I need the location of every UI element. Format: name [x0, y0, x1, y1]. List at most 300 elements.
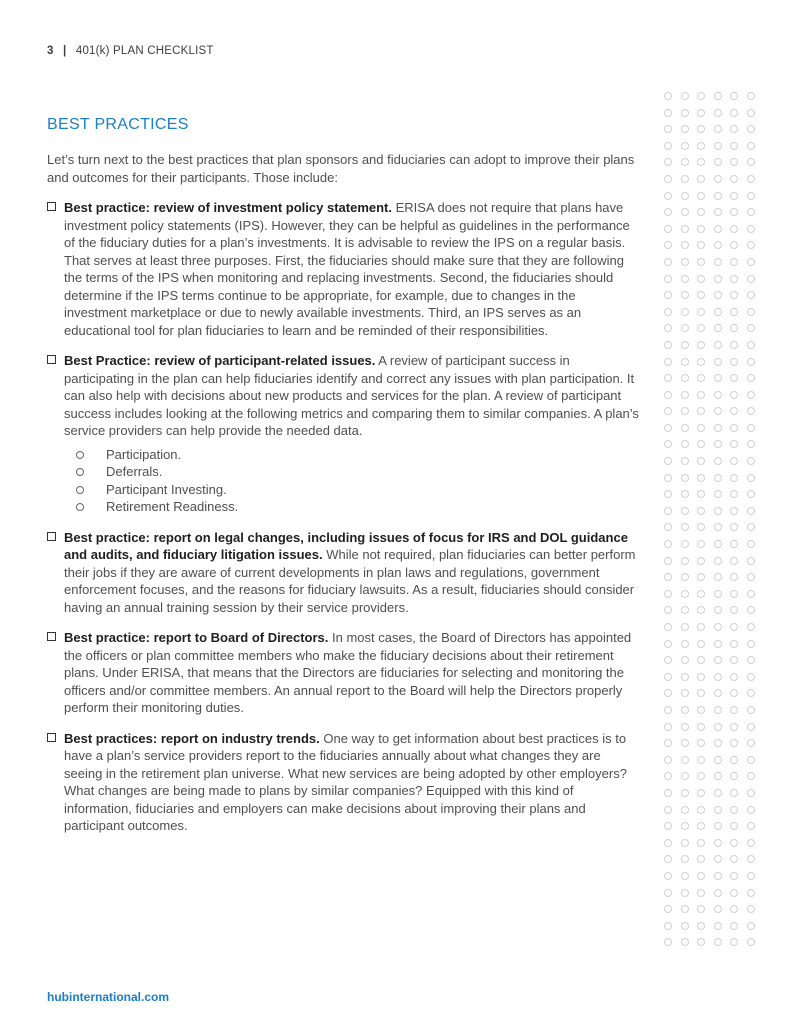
dot — [747, 938, 755, 946]
dot — [681, 889, 689, 897]
dot — [730, 424, 738, 432]
item-body: In most cases, the Board of Directors has appointed the officers or plan committee members who make the fiduciary decisions about their retirement plans. Under ERISA, that means that the Directors are fiduciaries for selecting and monitoring the officers and/or committee members. An annual report to the Board will help the Directors properly perform their monitoring duties. — [64, 630, 632, 715]
dot — [714, 374, 722, 382]
dot — [664, 208, 672, 216]
dot — [697, 358, 705, 366]
checkbox-icon — [47, 733, 56, 742]
dot — [681, 374, 689, 382]
dot — [747, 142, 755, 150]
checkbox-icon — [47, 202, 56, 211]
dot — [730, 507, 738, 515]
dot — [664, 557, 672, 565]
dot — [664, 938, 672, 946]
dot — [697, 756, 705, 764]
dot — [714, 208, 722, 216]
dot — [747, 457, 755, 465]
dot — [714, 938, 722, 946]
dot — [730, 905, 738, 913]
dot — [714, 308, 722, 316]
dot — [714, 673, 722, 681]
dot — [714, 225, 722, 233]
dot — [681, 806, 689, 814]
dot — [730, 889, 738, 897]
dot — [730, 225, 738, 233]
dot — [697, 474, 705, 482]
dot — [714, 158, 722, 166]
dot — [747, 523, 755, 531]
dot — [697, 573, 705, 581]
dot — [714, 606, 722, 614]
dot — [730, 92, 738, 100]
dot — [730, 457, 738, 465]
dot — [681, 756, 689, 764]
dot — [747, 905, 755, 913]
dot — [664, 889, 672, 897]
dot — [747, 606, 755, 614]
dot — [681, 507, 689, 515]
dot — [730, 407, 738, 415]
dot — [697, 374, 705, 382]
checklist-item-ips — [47, 199, 639, 339]
dot — [664, 92, 672, 100]
dot — [730, 723, 738, 731]
dot — [714, 623, 722, 631]
dot — [730, 573, 738, 581]
dot — [681, 689, 689, 697]
dot — [714, 391, 722, 399]
dot — [681, 407, 689, 415]
dot — [681, 241, 689, 249]
dot — [681, 540, 689, 548]
dot — [664, 739, 672, 747]
checklist-item-legal — [47, 529, 639, 617]
dot — [664, 640, 672, 648]
dot — [730, 656, 738, 664]
dot — [747, 540, 755, 548]
dot — [714, 772, 722, 780]
dot — [664, 225, 672, 233]
item-lead: Best practice: report to Board of Directors. — [64, 630, 329, 645]
dot — [681, 772, 689, 780]
dot — [714, 689, 722, 697]
dot — [714, 324, 722, 332]
dot — [747, 440, 755, 448]
checklist-item-participant — [47, 352, 639, 516]
dot — [697, 324, 705, 332]
dot — [714, 109, 722, 117]
dot — [714, 872, 722, 880]
dot — [730, 623, 738, 631]
dot — [681, 706, 689, 714]
dot — [747, 158, 755, 166]
dot — [730, 789, 738, 797]
dot — [697, 275, 705, 283]
dot — [730, 772, 738, 780]
dot — [664, 175, 672, 183]
dot — [714, 806, 722, 814]
dot — [747, 673, 755, 681]
dot — [714, 440, 722, 448]
dot — [664, 424, 672, 432]
circle-bullet-icon — [76, 468, 84, 476]
dot — [747, 689, 755, 697]
dot — [714, 855, 722, 863]
section-title: BEST PRACTICES — [47, 116, 189, 133]
dot — [664, 922, 672, 930]
dot — [664, 275, 672, 283]
dot — [681, 424, 689, 432]
dot — [664, 391, 672, 399]
dot — [681, 922, 689, 930]
dot — [730, 241, 738, 249]
dot — [697, 889, 705, 897]
dot — [664, 706, 672, 714]
dot — [664, 192, 672, 200]
dot — [664, 523, 672, 531]
dot — [697, 806, 705, 814]
dot — [747, 407, 755, 415]
circle-bullet-icon — [76, 503, 84, 511]
dot — [730, 806, 738, 814]
dot — [730, 689, 738, 697]
dot — [681, 192, 689, 200]
dot — [697, 407, 705, 415]
dot — [747, 291, 755, 299]
dot — [681, 839, 689, 847]
dot — [664, 723, 672, 731]
dot — [714, 656, 722, 664]
dot — [730, 341, 738, 349]
dot — [681, 723, 689, 731]
dot — [747, 573, 755, 581]
dot — [714, 341, 722, 349]
dot — [714, 640, 722, 648]
dot — [681, 258, 689, 266]
dot — [681, 391, 689, 399]
dot — [664, 440, 672, 448]
list-item: Participant Investing. — [76, 481, 639, 499]
dot — [747, 424, 755, 432]
dot — [714, 474, 722, 482]
dot — [730, 374, 738, 382]
dot — [747, 839, 755, 847]
dot — [747, 225, 755, 233]
header-separator: | — [63, 45, 67, 57]
item-lead: Best practice: review of investment policy statement. — [64, 200, 392, 215]
document-title: 401(k) PLAN CHECKLIST — [75, 45, 214, 57]
dot — [747, 208, 755, 216]
dot — [714, 358, 722, 366]
dot — [664, 109, 672, 117]
dot — [730, 109, 738, 117]
dot — [697, 689, 705, 697]
dot — [664, 673, 672, 681]
dot — [747, 175, 755, 183]
dot — [681, 656, 689, 664]
dot — [730, 590, 738, 598]
dot — [681, 291, 689, 299]
dot — [697, 424, 705, 432]
dot — [747, 92, 755, 100]
dot — [730, 358, 738, 366]
dot — [664, 839, 672, 847]
checkbox-icon — [47, 355, 56, 364]
dot — [730, 440, 738, 448]
dot — [714, 573, 722, 581]
dot — [681, 92, 689, 100]
dot — [664, 540, 672, 548]
dot — [681, 573, 689, 581]
dot — [697, 308, 705, 316]
dot — [697, 590, 705, 598]
dot — [681, 308, 689, 316]
dot — [714, 739, 722, 747]
dot — [714, 291, 722, 299]
dot — [714, 590, 722, 598]
item-body: One way to get information about best practices is to have a plan’s service providers report to the fiduciaries annually about what changes they are seeing in the retirement plan universe. What new services are being adopted by other employers? What changes are being made to plans by similar companies? Equipped with this kind of information, fiduciaries and employers can make decisions about improving their plans and participant outcomes. — [64, 730, 627, 833]
dot — [714, 424, 722, 432]
dot — [681, 457, 689, 465]
dot — [747, 806, 755, 814]
dot — [714, 175, 722, 183]
metrics-list — [64, 446, 639, 516]
dot — [664, 623, 672, 631]
dot — [730, 739, 738, 747]
dot — [664, 474, 672, 482]
dot — [664, 606, 672, 614]
dot — [664, 905, 672, 913]
dot — [747, 872, 755, 880]
item-body: A review of participant success in participating in the plan can help fiduciaries identify and correct any issues with plan participation. It can also help with decisions about new products and services for the plan. A review of participant success includes looking at the following metrics and comparing them to similar companies. A plan’s service providers can help provide the needed data. — [64, 353, 639, 438]
dot — [747, 125, 755, 133]
dot — [747, 192, 755, 200]
dot — [730, 142, 738, 150]
dot — [747, 822, 755, 830]
item-body: ERISA does not require that plans have investment policy statements (IPS). However, they can be helpful as guidelines in the performance of the fiduciary duties for a plan’s investments. It is advisable to review the IPS on a regular basis. That serves at least three purposes. First, the fiduciaries should make sure that they are following the terms of the IPS when monitoring and replacing investments. Second, the fiduciaries should determine if the IPS terms continue to be appropriate, for example, due to changes in the investment marketplace or due to newly available investments. Third, an IPS serves as an educational tool for plan fiduciaries to learn and be reminded of their responsibilities. — [64, 200, 630, 338]
dot — [664, 822, 672, 830]
dot — [747, 623, 755, 631]
dot — [714, 557, 722, 565]
dot — [697, 789, 705, 797]
dot — [747, 922, 755, 930]
dot — [681, 623, 689, 631]
dot — [730, 391, 738, 399]
dot — [664, 324, 672, 332]
dot — [747, 889, 755, 897]
dot — [697, 723, 705, 731]
dot — [714, 490, 722, 498]
dot — [730, 258, 738, 266]
dot — [714, 822, 722, 830]
dot — [697, 739, 705, 747]
dot — [730, 557, 738, 565]
page-header — [47, 45, 214, 57]
dot — [697, 490, 705, 498]
dot — [697, 158, 705, 166]
dot — [697, 175, 705, 183]
dot — [664, 291, 672, 299]
dot — [697, 540, 705, 548]
dot — [730, 606, 738, 614]
dot — [697, 341, 705, 349]
dot — [747, 557, 755, 565]
intro-paragraph: Let’s turn next to the best practices that plan sponsors and fiduciaries can adopt to improve their plans and outcomes for their participants. Those include: — [47, 152, 635, 185]
dot — [714, 789, 722, 797]
dot — [697, 656, 705, 664]
dot — [697, 241, 705, 249]
dot — [681, 523, 689, 531]
dot — [730, 706, 738, 714]
item-body: While not required, plan fiduciaries can better perform their jobs if they are aware of current developments in plan laws and regulations, government enforcement focuses, and the reasons for fiduciary lawsuits. As a result, fiduciaries should consider having an annual training session by their service providers. — [64, 547, 636, 615]
dot — [664, 125, 672, 133]
dot — [697, 673, 705, 681]
dot — [681, 208, 689, 216]
dot — [681, 789, 689, 797]
dot — [714, 839, 722, 847]
dot — [664, 806, 672, 814]
dot — [730, 125, 738, 133]
dot — [714, 507, 722, 515]
item-lead: Best practices: report on industry trends. — [64, 730, 320, 746]
dot — [747, 358, 755, 366]
dot — [730, 308, 738, 316]
checkbox-icon — [47, 632, 56, 641]
dot — [730, 540, 738, 548]
dot — [730, 523, 738, 531]
dot — [681, 739, 689, 747]
dot — [714, 706, 722, 714]
dot — [664, 772, 672, 780]
decorative-dot-pattern — [664, 92, 755, 946]
dot — [681, 872, 689, 880]
dot — [747, 723, 755, 731]
checklist-item-trends — [47, 730, 639, 835]
dot — [697, 640, 705, 648]
dot — [714, 756, 722, 764]
dot — [730, 158, 738, 166]
dot — [747, 756, 755, 764]
dot — [697, 457, 705, 465]
checkbox-icon — [47, 532, 56, 541]
dot — [697, 291, 705, 299]
dot — [747, 241, 755, 249]
dot — [664, 407, 672, 415]
dot — [730, 673, 738, 681]
dot — [664, 855, 672, 863]
dot — [681, 440, 689, 448]
dot — [697, 258, 705, 266]
footer-website-link[interactable]: hubinternational.com — [47, 990, 170, 1004]
dot — [697, 391, 705, 399]
list-item: Deferrals. — [76, 463, 639, 481]
dot — [747, 324, 755, 332]
dot — [714, 125, 722, 133]
dot — [697, 507, 705, 515]
dot — [730, 855, 738, 863]
dot — [747, 374, 755, 382]
dot — [697, 855, 705, 863]
dot — [730, 839, 738, 847]
dot — [730, 192, 738, 200]
dot — [747, 706, 755, 714]
dot — [697, 922, 705, 930]
dot — [681, 905, 689, 913]
dot — [664, 689, 672, 697]
dot — [747, 507, 755, 515]
dot — [697, 208, 705, 216]
dot — [730, 275, 738, 283]
dot — [664, 507, 672, 515]
dot — [747, 474, 755, 482]
dot — [664, 158, 672, 166]
dot — [697, 839, 705, 847]
dot — [664, 656, 672, 664]
dot — [714, 241, 722, 249]
dot — [747, 490, 755, 498]
dot — [697, 822, 705, 830]
dot — [714, 889, 722, 897]
dot — [730, 291, 738, 299]
dot — [697, 225, 705, 233]
dot — [664, 490, 672, 498]
dot — [714, 457, 722, 465]
dot — [714, 407, 722, 415]
dot — [714, 275, 722, 283]
dot — [747, 275, 755, 283]
dot — [681, 341, 689, 349]
dot — [697, 92, 705, 100]
dot — [664, 374, 672, 382]
item-lead: Best Practice: review of participant-related issues. — [64, 353, 376, 368]
dot — [664, 258, 672, 266]
main-content — [47, 116, 639, 848]
dot — [714, 142, 722, 150]
circle-bullet-icon — [76, 486, 84, 494]
dot — [714, 723, 722, 731]
dot — [747, 109, 755, 117]
dot — [664, 457, 672, 465]
dot — [697, 706, 705, 714]
dot — [681, 590, 689, 598]
dot — [681, 324, 689, 332]
dot — [697, 623, 705, 631]
dot — [681, 606, 689, 614]
dot — [730, 324, 738, 332]
dot — [747, 391, 755, 399]
dot — [664, 872, 672, 880]
dot — [747, 656, 755, 664]
dot — [714, 92, 722, 100]
dot — [730, 756, 738, 764]
dot — [664, 241, 672, 249]
dot — [681, 109, 689, 117]
dot — [664, 756, 672, 764]
dot — [664, 341, 672, 349]
dot — [747, 739, 755, 747]
dot — [664, 142, 672, 150]
dot — [730, 175, 738, 183]
dot — [681, 142, 689, 150]
dot — [714, 523, 722, 531]
dot — [681, 125, 689, 133]
circle-bullet-icon — [76, 451, 84, 459]
checklist-item-board — [47, 629, 639, 717]
dot — [697, 125, 705, 133]
dot — [697, 523, 705, 531]
dot — [747, 855, 755, 863]
dot — [697, 192, 705, 200]
dot — [747, 341, 755, 349]
